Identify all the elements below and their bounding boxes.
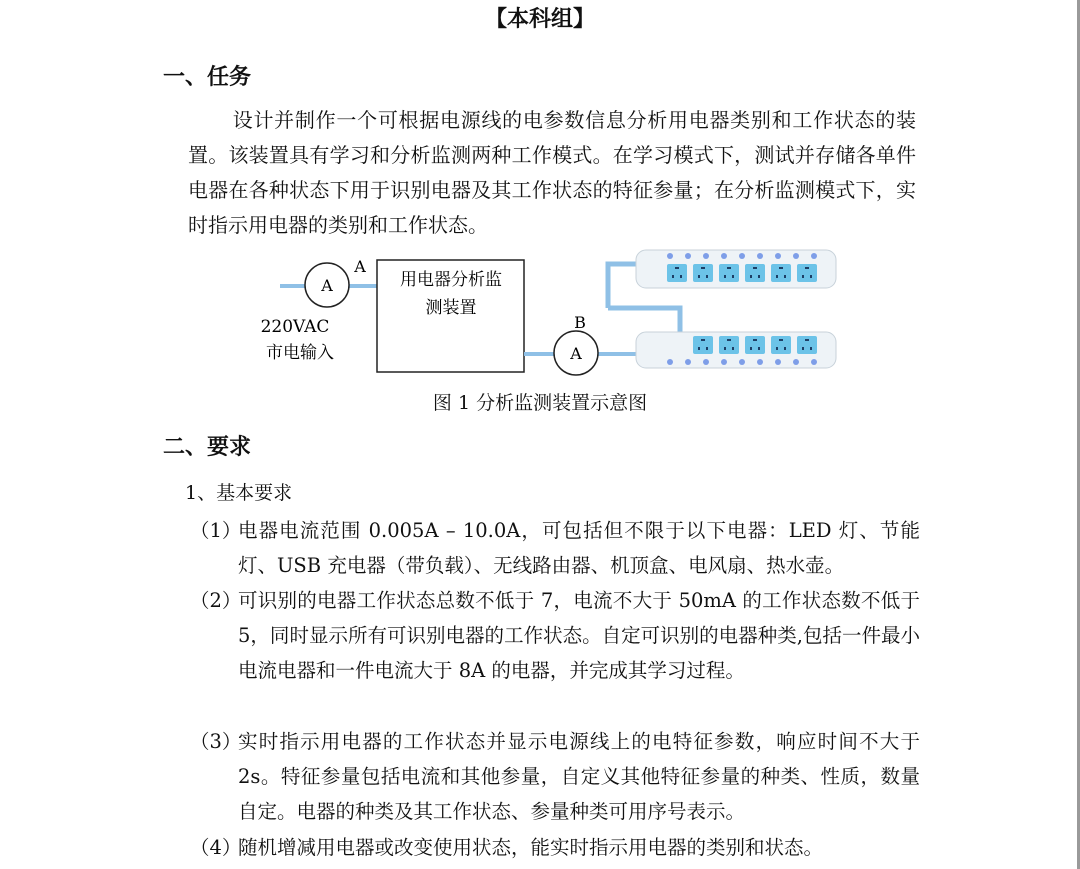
power-strip-top-icon <box>636 250 836 288</box>
basic-requirements-heading: 1、基本要求 <box>185 482 293 504</box>
strip-link-wire-bottom <box>608 308 680 332</box>
point-a-label: A <box>354 257 366 276</box>
requirement-number: （3） <box>190 730 242 753</box>
point-b-label: B <box>574 313 586 332</box>
strip-link-wire-top <box>608 264 638 308</box>
requirement-text: 可识别的电器工作状态总数不低于 7，电流不大于 50mA 的工作状态数不低于 5，同时显示所有可识别电器的工作状态。自定可识别的电器种类,包括一件最小电流电器和一件电流大于 8A 的电器，并完成其学习过程。 <box>238 589 920 682</box>
requirement-text: 电器电流范围 0.005A – 10.0A，可包括但不限于以下电器：LED 灯、节能灯、USB 充电器（带负载）、无线路由器、机顶盒、电风扇、热水壶。 <box>238 519 920 577</box>
ammeter-b-letter: A <box>570 344 582 363</box>
page-title: 【本科组】 <box>484 6 595 32</box>
requirement-item-1 <box>190 513 920 583</box>
requirement-item-4 <box>190 830 920 865</box>
device-label-line1: 用电器分析监 <box>400 270 502 290</box>
requirement-item-3 <box>190 724 920 829</box>
requirement-number: （1） <box>190 519 242 542</box>
figure-caption: 图 1 分析监测装置示意图 <box>432 392 648 414</box>
power-strip-bottom-icon <box>636 332 836 368</box>
input-voltage-label: 220VAC <box>260 317 330 337</box>
requirement-text: 实时指示用电器的工作状态并显示电源线上的电特征参数，响应时间不大于 2s。特征参量包括电流和其他参量，自定义其他特征参量的种类、性质，数量自定。电器的种类及其工作状态、参量种类可用序号表示。 <box>238 730 920 823</box>
section-heading-requirements: 二、要求 <box>163 434 252 460</box>
input-source-label: 市电输入 <box>266 343 334 363</box>
task-paragraph <box>188 103 916 243</box>
requirement-number: （4） <box>190 836 242 859</box>
requirement-text: 随机增减用电器或改变使用状态，能实时指示用电器的类别和状态。 <box>238 836 824 859</box>
ammeter-a-letter: A <box>321 276 333 295</box>
requirement-item-2 <box>190 583 920 688</box>
section-heading-task: 一、任务 <box>163 64 252 90</box>
requirement-number: （2） <box>190 589 242 612</box>
device-label-line2: 测装置 <box>425 298 477 318</box>
analysis-device-diagram <box>0 248 1080 388</box>
task-paragraph-text: 设计并制作一个可根据电源线的电参数信息分析用电器类别和工作状态的装置。该装置具有学习和分析监测两种工作模式。在学习模式下，测试并存储各单件电器在各种状态下用于识别电器及其工作状态的特征参量；在分析监测模式下，实时指示用电器的类别和工作状态。 <box>188 108 916 237</box>
